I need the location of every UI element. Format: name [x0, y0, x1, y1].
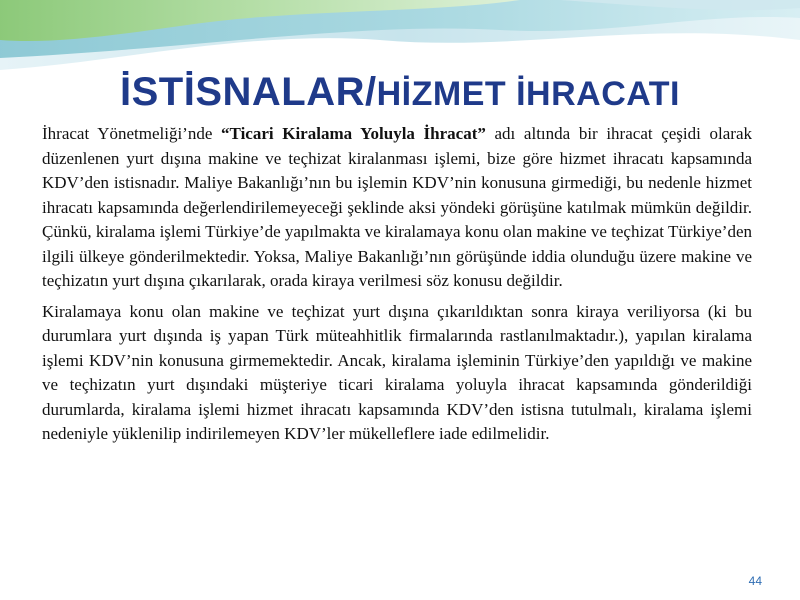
- paragraph-1-intro: İhracat Yönetmeliği’nde: [42, 124, 222, 143]
- slide-title: [0, 70, 800, 115]
- slide-body: [42, 122, 752, 453]
- paragraph-1-quote: “Ticari Kiralama Yoluyla İhracat”: [221, 124, 486, 143]
- header-wave-decoration: [0, 0, 800, 80]
- paragraph-2: Kiralamaya konu olan makine ve teçhizat yurt dışına çıkarıldıktan sonra kiraya veriliyorsa (ki bu durumlara yurt dışında iş yapan Türk müteahhitlik firmalarında rastlanılmaktadır.), yapılan kiralama işlemi KDV’nin konusuna girmemektedir. Ancak, kiralama işleminin Türkiye’den yapıldığı ve makine ve teçhizatın yurt dışındaki müşteriye ticari kiralama yoluyla ihracat kapsamında gönderildiği durumlarda, kiralama işlemi hizmet ihracatı kapsamında KDV’den istisna tutulmalı, kiralama işlemi nedeniyle yüklenilip indirilemeyen KDV’ler mükelleflere iade edilmelidir.: [42, 301, 752, 443]
- page-number: 44: [748, 574, 762, 588]
- paragraph-1-rest: adı altında bir ihracat çeşidi olarak düzenlenen yurt dışına makine ve teçhizat kiralanması işlemi, bize göre hizmet ihracatı kapsamında KDV’den istisnadır. Maliye Bakanlığı’nın bu işlemin KDV’nin konusuna girmediği, bu nedenle hizmet ihracatı kapsamında değerlendirilemeyeceği şeklinde aksi yöndeki görüşüne katılmak mümkün değildir. Çünkü, kiralama işlemi Türkiye’de yapılmakta ve kiralamaya konu olan makine ve teçhizat Türkiye’den ilgili ülkeye gönderilmektedir. Yoksa, Maliye Bakanlığı’nın görüşünde iddia olunduğu üzere makine ve teçhizatın yurt dışına çıkarılarak, orada kiraya verilmesi söz konusu değildir.: [42, 124, 752, 290]
- title-part-1: İSTİSNALAR/: [119, 70, 377, 114]
- paragraph-1: [42, 122, 752, 294]
- title-part-2: HİZMET İHRACATI: [376, 75, 680, 113]
